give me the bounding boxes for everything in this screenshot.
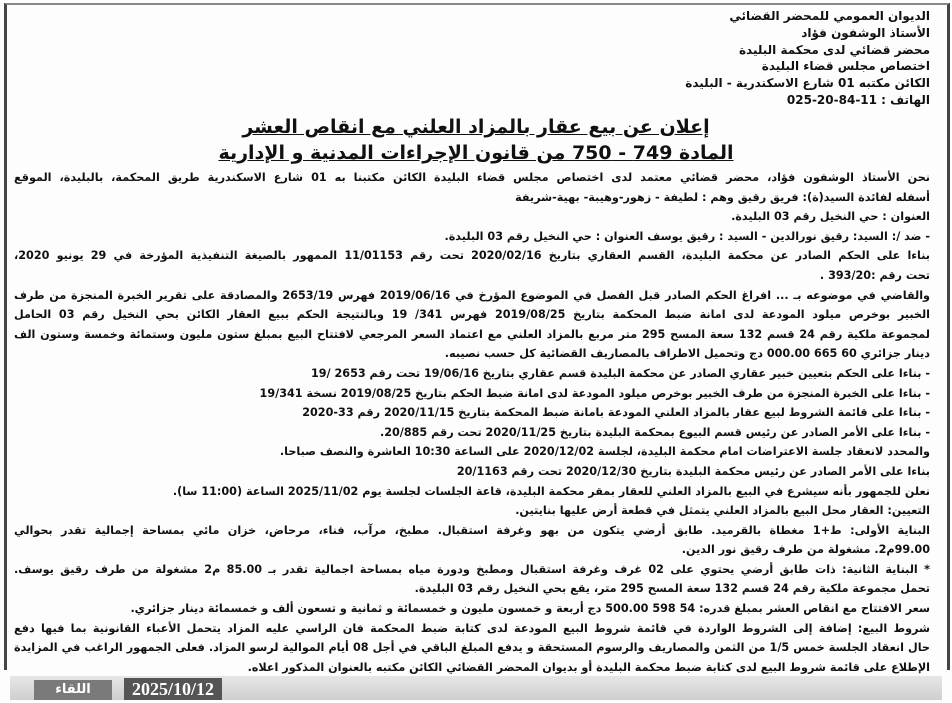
body-line: 99.00م2. مشغولة من طرف رقيق نور الدين.	[681, 543, 930, 557]
title-line: إعلان عن بيع عقار بالمزاد العلني مع انقاص العشر	[242, 116, 710, 138]
header-phone: الهاتف : 11-84-20-025	[786, 92, 930, 107]
body-line: - بناءا على الحكم بتعيين خبير عقاري الصادر عن محكمة البليدة قسم عقاري بتاريخ 19/06/16 تحت رقم 2653 /19	[310, 366, 930, 380]
body-line: الإطلاع على قائمة شروط البيع لدى كتابة ضبط محكمة البليدة أو بديوان المحضر القضائي الكائن مكتبه بالعنوان المذكور اعلاه.	[247, 660, 930, 674]
body-line: نحن الأستاذ الوشفون فؤاد، محضر قضائي معتمد لدى اختصاص مجلس قضاء البليدة الكائن مكتبنا به 01 شارع الاسكندرية طريق المحكمة، بالبليدة، الموقع	[14, 171, 930, 184]
body-line: * البناية الثانية: ذات طابق أرضي يحتوي على 02 غرف وغرفة استقبال ومطبخ ودورة مياه بمساحة اجمالية تقدر بـ 85.00 م2 مشغولة من طرف رقيق يوسف.	[14, 562, 930, 576]
body-line: البناية الأولى: ط+1 مغطاة بالقرميد. طابق أرضي يتكون من بهو وغرفة استقبال. مطبخ، مرآب، فناء، مرحاض، خزان مائي بمساحة إجمالية تقدر بحوالي	[14, 523, 930, 537]
body-line: والقاضي في موضوعه بـ ... افراغ الحكم الصادر قبل الفصل في الموضوع المؤرخ في 2019/06/16 فهرس 2653/19 والمصادقة على تقرير الخبرة المنجزة من طرف	[14, 288, 930, 302]
body-line: - بناءا على الأمر الصادر عن رئيس قسم البيوع بمحكمة البليدة بتاريخ 2020/11/25 تحت رقم 20/885.	[379, 425, 930, 439]
body-line: أسفله لفائدة السيد(ة): فريق رقيق وهم : لطيفة - زهور-وهيبة- بهية-شريفة	[515, 190, 930, 204]
body-line: الخبير بوخرص ميلود المودعة لدى امانة ضبط المحكمة بتاريخ 2019/08/25 فهرس 341/ 19 وبالنتيجة الحكم ببيع العقار الكائن بحي النخيل رقم 03 الحامل	[14, 308, 930, 322]
title-article-line: المادة 749 - 750 من قانون الإجراءات المدنية و الإدارية	[218, 142, 734, 164]
newspaper-badge: اللقاء	[34, 680, 112, 700]
body-line: سعر الافتتاح مع انقاص العشر بمبلغ قدره: 54 598 500.00 دج أربعة و خمسون مليون و خمسمائة و ثمانية و تسعون ألف و خمسمائة دينار جزائري.	[130, 602, 930, 616]
body-line: نعلن للجمهور بأنه سيشرع في البيع بالمزاد العلني للعقار بمقر محكمة البليدة، قاعة الجلسات لجلسة يوم 2025/11/02 الساعة (11:00 سا).	[172, 484, 930, 498]
body-line: التعيين: العقار محل البيع بالمزاد العلني يتمثل في قطعة أرض عليها بنايتين.	[515, 504, 930, 518]
body-line: تحمل مجموعة ملكية رقم 24 قسم 132 سعة المسح 295 متر، يقع بحي النخيل رقم 03 البليدة.	[414, 582, 930, 596]
publication-date: 2025/10/12	[124, 678, 222, 700]
body-line: - بناءا على الخبرة المنجزة من طرف الخبير بوخرص ميلود المودعة لدى امانة ضبط الحكم بتاريخ 2019/08/25 نسخة 19/341	[259, 386, 930, 400]
body-line: العنوان : حي النخيل رقم 03 البليدة.	[731, 210, 930, 224]
body-line: لمجموعة ملكية رقم 24 قسم 132 سعة المسح 295 متر مربع بالمزاد العلني مع اعتماد السعر المرجعي لافتتاح البيع بمبلغ ستون مليون وستمائة وخمسة وستون الف	[14, 327, 930, 341]
bailiff-office-header	[685, 8, 930, 109]
header-line: الأستاذ الوشفون فؤاد	[801, 25, 930, 40]
body-line: بناءا على الحكم الصادر عن محكمة البليدة، القسم العقاري بتاريخ 2020/02/16 تحت رقم 11/01153 الممهور بالصيغة التنفيذية المؤرخة في 29 يونيو 2020،	[14, 249, 930, 263]
header-line: الكائن مكتبه 01 شارع الاسكندرية - البليدة	[685, 76, 930, 91]
body-line: دينار جزائري 60 665 000.00 دج وتحميل الاطراف بالمصاريف القضائية كل حسب نصيبه.	[444, 347, 930, 361]
body-line: شروط البيع: إضافة إلى الشروط الواردة في قائمة شروط البيع المودعة لدى كتابة ضبط المحكمة فان الراسي عليه المزاد يتحمل الأعباء القانونية بما فيها دفع	[14, 621, 930, 635]
body-line: والمحدد لانعقاد جلسة الاعتراضات امام محكمة البليدة، لجلسة 2020/12/02 على الساعة 10:30 العاشرة والنصف صباحا.	[279, 445, 930, 459]
notice-body	[14, 168, 930, 677]
body-line: بناءا على الأمر الصادر عن رئيس محكمة البليدة بتاريخ 2020/12/30 تحت رقم 20/1163	[456, 464, 930, 478]
body-line: تحت رقم :393/20 .	[819, 268, 930, 282]
body-line: - ضد /: السيد: رقيق نورالدين - السيد : رقيق يوسف العنوان : حي النخيل رقم 03 البليدة.	[444, 229, 930, 243]
header-line: محضر قضائي لدى محكمة البليدة	[738, 42, 930, 57]
header-line: الديوان العمومي للمحضر القضائي	[729, 9, 930, 23]
header-line: اختصاص مجلس قضاء البليدة	[761, 59, 930, 74]
body-line: حال انعقاد الجلسة خمس 1/5 من الثمن والمصاريف والرسوم المستحقة و يدفع المبلغ الباقي في أجل 08 أيام الموالية لرسو المزاد. فعلى الجمهور الراغب في المزايدة	[14, 641, 930, 655]
notice-title	[0, 114, 952, 166]
body-line: - بناءا على قائمة الشروط لبيع عقار بالمزاد العلني المودعة بامانة ضبط المحكمة بتاريخ 2020/11/15 رقم 33-2020	[302, 406, 930, 420]
